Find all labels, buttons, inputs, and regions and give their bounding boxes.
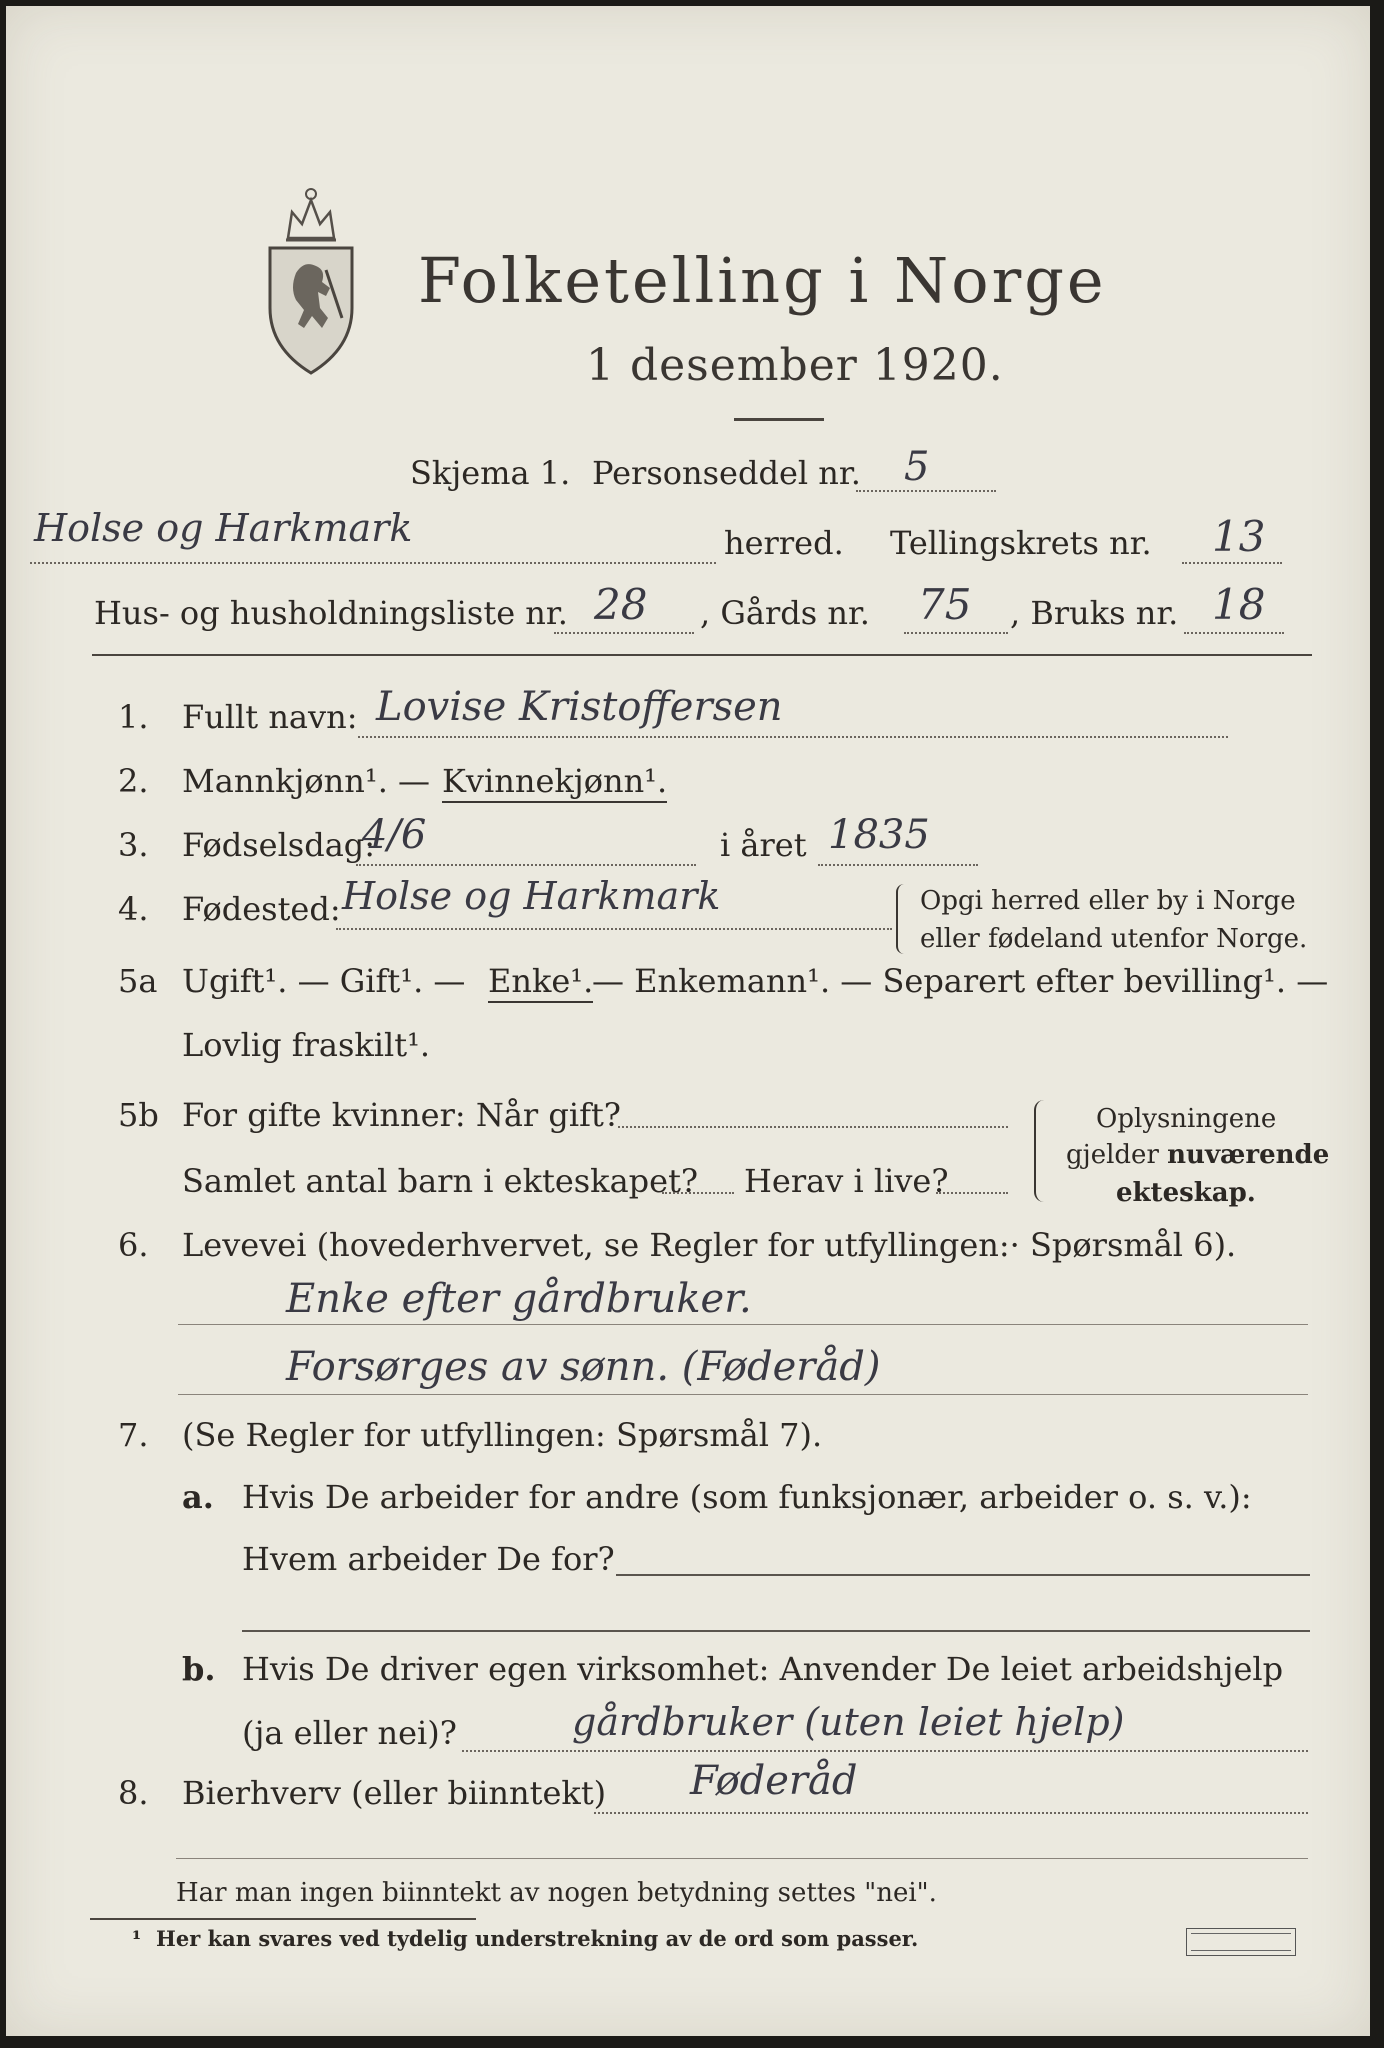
- gards-label: , Gårds nr.: [700, 594, 870, 632]
- question-number: 5b: [118, 1096, 159, 1134]
- side-income-value[interactable]: Føderåd: [690, 1758, 858, 1804]
- birthplace-label: Fødested:: [182, 890, 341, 928]
- footnote-marker: ¹: [132, 1926, 142, 1951]
- q7b-label-1: Hvis De driver egen virksomhet: Anvender De leiet arbeidshjelp: [242, 1650, 1284, 1688]
- marital-unmarried-married[interactable]: Ugift¹. — Gift¹. —: [182, 962, 466, 1000]
- question-number: 3.: [118, 826, 149, 864]
- bruks-label: , Bruks nr.: [1010, 594, 1179, 632]
- birth-year-value[interactable]: 1835: [828, 812, 930, 858]
- birth-year-label: i året: [720, 826, 807, 864]
- q7b-label-2: (ja eller nei)?: [242, 1714, 457, 1752]
- census-form-sheet: [6, 6, 1370, 2036]
- full-name-value[interactable]: Lovise Kristoffersen: [376, 684, 783, 730]
- male-option[interactable]: Mannkjønn¹. —: [182, 762, 431, 800]
- employer-field[interactable]: [616, 1574, 1310, 1576]
- question-number: 2.: [118, 762, 149, 800]
- marital-divorced[interactable]: Lovlig fraskilt¹.: [182, 1026, 431, 1064]
- q7-label: (Se Regler for utfyllingen: Spørsmål 7).: [182, 1416, 823, 1454]
- footnote-divider: [90, 1918, 476, 1920]
- birthplace-note-1: Opgi herred eller by i Norge: [920, 886, 1296, 916]
- question-number: 5a: [118, 962, 158, 1000]
- bruks-value[interactable]: 18: [1212, 580, 1266, 629]
- married-when-label: For gifte kvinner: Når gift?: [182, 1096, 621, 1134]
- q7a-label-2: Hvem arbeider De for?: [242, 1540, 615, 1578]
- tellingskrets-value[interactable]: 13: [1212, 512, 1266, 561]
- question-number: 6.: [118, 1226, 149, 1264]
- q7a-label-1: Hvis De arbeider for andre (som funksjonær, arbeider o. s. v.):: [242, 1478, 1252, 1516]
- q7b-letter: b.: [182, 1650, 216, 1688]
- form-title: Folketelling i Norge: [418, 244, 1107, 317]
- hired-help-value[interactable]: gårdbruker (uten leiet hjelp): [572, 1700, 1125, 1744]
- occupation-value-1[interactable]: Enke efter gårdbruker.: [286, 1276, 752, 1322]
- children-alive-label: Herav i live?: [744, 1162, 949, 1200]
- birthplace-value[interactable]: Holse og Harkmark: [342, 874, 721, 918]
- marriage-note-3: ekteskap.: [1116, 1178, 1256, 1208]
- question-number: 4.: [118, 890, 149, 928]
- birthplace-brace: [896, 884, 912, 954]
- form-date: 1 desember 1920.: [586, 340, 1004, 391]
- children-total-label: Samlet antal barn i ekteskapet?: [182, 1162, 699, 1200]
- title-divider: [734, 418, 824, 421]
- herred-value[interactable]: Holse og Harkmark: [34, 506, 413, 550]
- norwegian-lion-crest-icon: [256, 178, 366, 378]
- question-number: 8.: [118, 1774, 149, 1812]
- side-income-label: Bierhverv (eller biinntekt): [182, 1774, 607, 1812]
- husliste-value[interactable]: 28: [594, 580, 648, 629]
- question-number: 1.: [118, 698, 149, 736]
- marriage-note-1: Oplysningene: [1096, 1104, 1277, 1134]
- husliste-label: Hus- og husholdningsliste nr.: [94, 594, 568, 632]
- gards-value[interactable]: 75: [918, 580, 972, 629]
- occupation-value-2[interactable]: Forsørges av sønn. (Føderåd): [286, 1344, 881, 1390]
- birthdate-value[interactable]: 4/6: [362, 812, 427, 858]
- marital-other-options[interactable]: — Enkemann¹. — Separert efter bevilling¹. —: [592, 962, 1329, 1000]
- employer-field-extra[interactable]: [242, 1630, 1310, 1632]
- q7a-letter: a.: [182, 1478, 214, 1516]
- herred-label: herred.: [724, 524, 844, 562]
- marital-widow[interactable]: Enke¹.: [488, 962, 593, 1003]
- birthplace-note-2: eller fødeland utenfor Norge.: [920, 924, 1308, 954]
- footnote-text: Her kan svares ved tydelig understrekning av de ord som passer.: [156, 1926, 919, 1951]
- tellingskrets-label: Tellingskrets nr.: [890, 524, 1152, 562]
- occupation-label: Levevei (hovederhvervet, se Regler for utfyllingen:· Spørsmål 6).: [182, 1226, 1237, 1264]
- header-divider: [92, 654, 1312, 656]
- birthdate-label: Fødselsdag:: [182, 826, 376, 864]
- personseddel-label: Personseddel nr.: [592, 454, 861, 492]
- marriage-note-2: gjelder nuværende: [1066, 1140, 1330, 1170]
- full-name-label: Fullt navn:: [182, 698, 358, 736]
- no-income-note: Har man ingen biinntekt av nogen betydning settes "nei".: [176, 1878, 937, 1908]
- personseddel-value[interactable]: 5: [904, 444, 930, 490]
- female-option[interactable]: Kvinnekjønn¹.: [442, 762, 667, 803]
- marriage-note-brace: [1034, 1100, 1050, 1202]
- schema-label: Skjema 1.: [410, 454, 571, 492]
- question-number: 7.: [118, 1416, 149, 1454]
- printer-stamp: [1186, 1928, 1296, 1956]
